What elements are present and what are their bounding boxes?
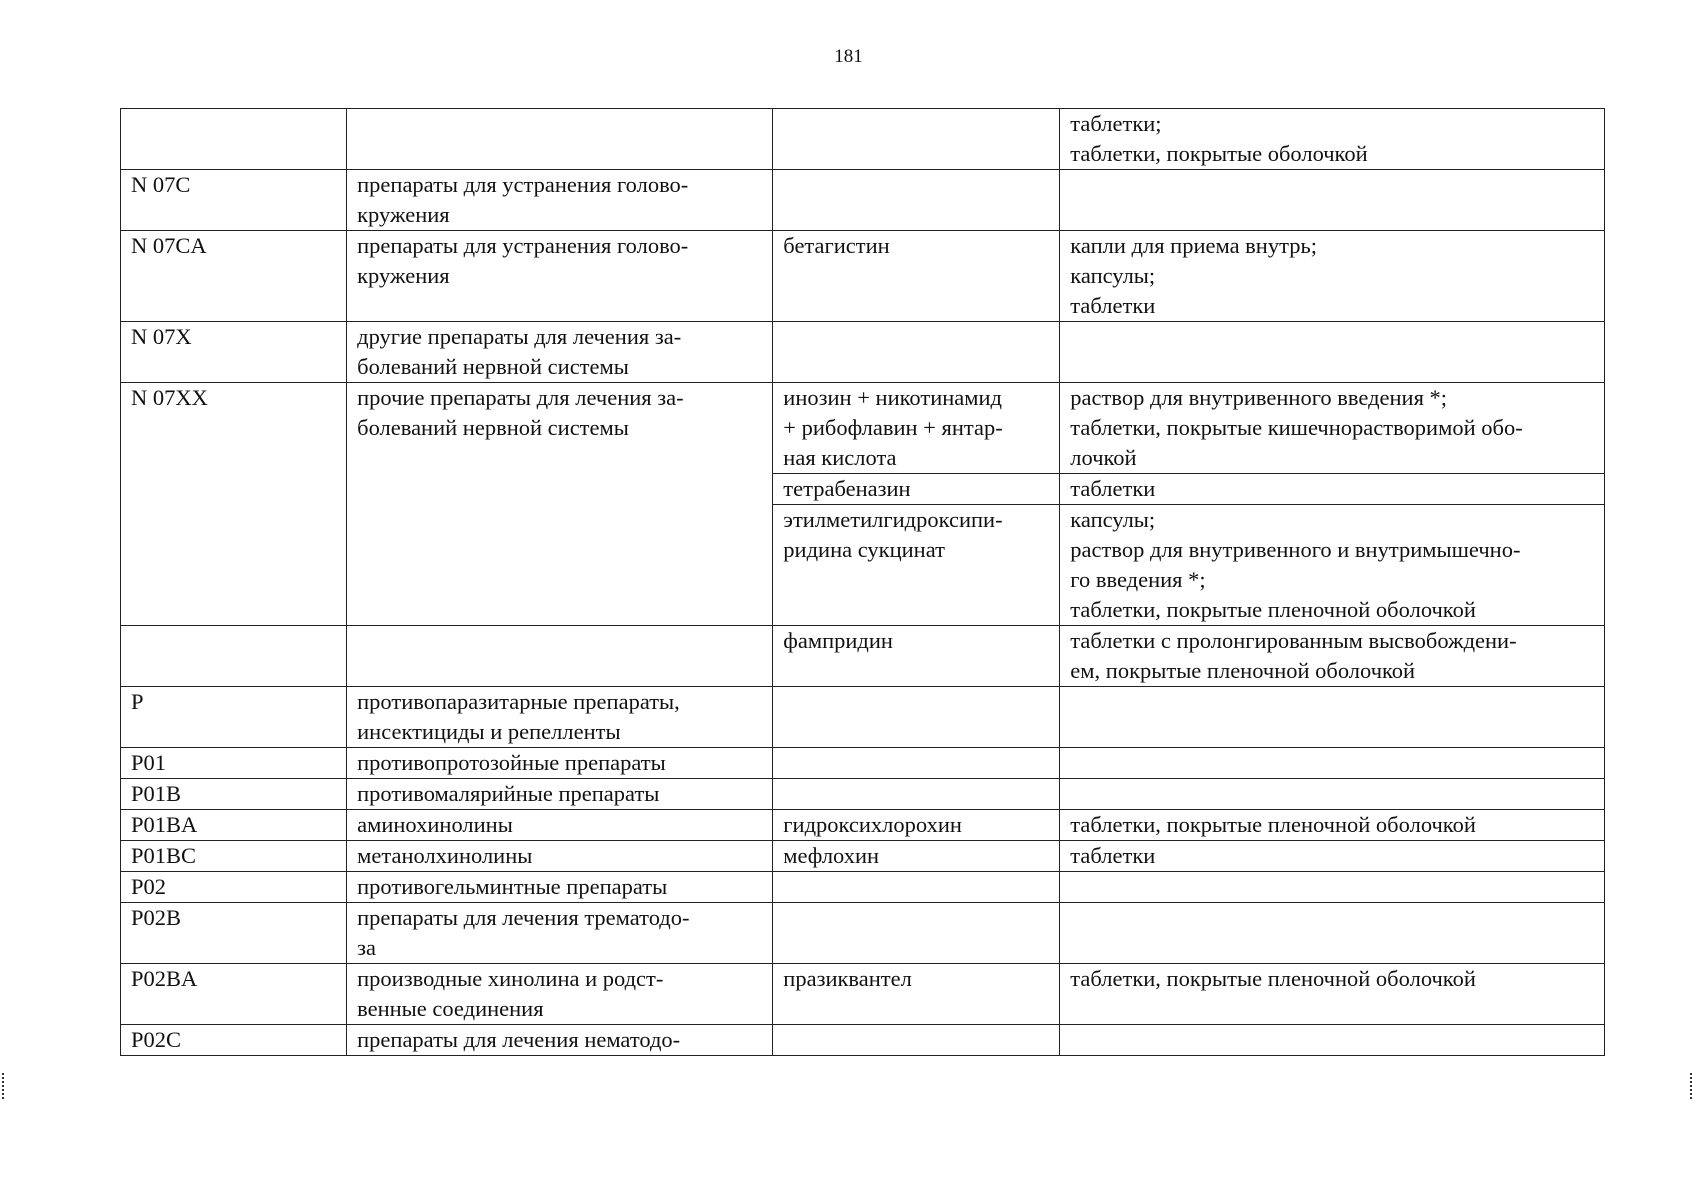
- atc-code-cell: P02B: [121, 903, 347, 964]
- dosage-form-cell-line: таблетки, покрытые кишечнорастворимой обо-: [1070, 415, 1523, 440]
- atc-group-cell: [347, 779, 773, 810]
- page-number: 181: [834, 46, 863, 67]
- atc-group-cell: [347, 626, 773, 687]
- dosage-form-cell: [1060, 841, 1605, 872]
- atc-group-cell-line: венные соединения: [357, 996, 544, 1021]
- dosage-form-cell-line: го введения *;: [1070, 567, 1206, 592]
- drug-name-cell-line: мефлохин: [783, 843, 880, 868]
- dosage-form-cell: [1060, 779, 1605, 810]
- table-row: [121, 109, 1605, 170]
- drug-name-cell: [773, 322, 1060, 383]
- atc-group-cell-line: противомалярийные препараты: [357, 781, 660, 806]
- atc-group-cell-line: болеваний нервной системы: [357, 415, 629, 440]
- table-row: [121, 687, 1605, 748]
- dosage-form-cell-line: таблетки с пролонгированным высвобождени-: [1070, 628, 1517, 653]
- dosage-form-cell-line: лочкой: [1070, 445, 1137, 470]
- table-row: [121, 964, 1605, 1025]
- dosage-form-cell-line: раствор для внутривенного и внутримышечно-: [1070, 537, 1521, 562]
- table-body: [121, 109, 1605, 1056]
- atc-code-cell: P02: [121, 872, 347, 903]
- atc-group-cell-line: прочие препараты для лечения за-: [357, 385, 684, 410]
- atc-group-cell: [347, 1025, 773, 1056]
- atc-code-cell: N 07C: [121, 170, 347, 231]
- drug-name-cell: [773, 872, 1060, 903]
- atc-group-cell-line: противопротозойные препараты: [357, 750, 666, 775]
- atc-code-cell: [121, 626, 347, 687]
- drug-name-cell: [773, 626, 1060, 687]
- table-row: [121, 748, 1605, 779]
- drug-name-cell-line: инозин + никотинамид: [783, 385, 1002, 410]
- atc-group-cell-line: за: [357, 935, 376, 960]
- atc-group-cell-line: препараты для устранения голово-: [357, 233, 689, 258]
- atc-group-cell-line: препараты для лечения нематодо-: [357, 1027, 681, 1052]
- atc-group-cell: [347, 322, 773, 383]
- atc-code-cell: P01BC: [121, 841, 347, 872]
- table-row: [121, 841, 1605, 872]
- atc-group-cell-line: другие препараты для лечения за-: [357, 324, 682, 349]
- atc-group-cell: [347, 872, 773, 903]
- drug-name-cell: [773, 109, 1060, 170]
- atc-group-cell-line: кружения: [357, 263, 450, 288]
- atc-group-cell: [347, 748, 773, 779]
- drug-name-cell: [773, 748, 1060, 779]
- atc-group-cell-line: кружения: [357, 202, 450, 227]
- atc-group-cell: [347, 841, 773, 872]
- dosage-form-cell: [1060, 964, 1605, 1025]
- dosage-form-cell-line: ем, покрытые пленочной оболочкой: [1070, 658, 1416, 683]
- atc-code-cell: N 07XX: [121, 383, 347, 626]
- dosage-form-cell-line: таблетки, покрытые пленочной оболочкой: [1070, 812, 1476, 837]
- drug-name-cell-line: ридина сукцинат: [783, 537, 945, 562]
- left-edge-mark: [2, 1073, 6, 1099]
- dosage-form-cell: [1060, 903, 1605, 964]
- atc-group-cell-line: болеваний нервной системы: [357, 354, 629, 379]
- atc-group-cell-line: препараты для устранения голово-: [357, 172, 689, 197]
- atc-group-cell-line: противопаразитарные препараты,: [357, 689, 680, 714]
- table-row: [121, 626, 1605, 687]
- atc-group-cell-line: инсектициды и репелленты: [357, 719, 621, 744]
- table-row: [121, 231, 1605, 322]
- drug-name-cell: [773, 1025, 1060, 1056]
- atc-code-cell: N 07CA: [121, 231, 347, 322]
- dosage-form-cell: [1060, 322, 1605, 383]
- table-row: [121, 383, 1605, 474]
- atc-group-cell-line: аминохинолины: [357, 812, 513, 837]
- drug-name-cell: [773, 964, 1060, 1025]
- drug-name-cell: [773, 231, 1060, 322]
- dosage-form-cell: [1060, 687, 1605, 748]
- dosage-form-cell: [1060, 474, 1605, 505]
- atc-code-cell: [121, 109, 347, 170]
- drug-name-cell-line: фампридин: [783, 628, 893, 653]
- dosage-form-cell: [1060, 231, 1605, 322]
- drug-name-cell-line: тетрабеназин: [783, 476, 911, 501]
- dosage-form-cell: [1060, 505, 1605, 626]
- table-row: [121, 170, 1605, 231]
- dosage-form-cell-line: капсулы;: [1070, 263, 1156, 288]
- atc-group-cell-line: противогельминтные препараты: [357, 874, 668, 899]
- dosage-form-cell-line: капли для приема внутрь;: [1070, 233, 1317, 258]
- table-row: [121, 872, 1605, 903]
- atc-group-cell: [347, 170, 773, 231]
- medication-table: [120, 108, 1605, 1056]
- dosage-form-cell-line: раствор для внутривенного введения *;: [1070, 385, 1448, 410]
- drug-name-cell: [773, 474, 1060, 505]
- atc-code-cell: P01: [121, 748, 347, 779]
- dosage-form-cell-line: таблетки, покрытые оболочкой: [1070, 141, 1368, 166]
- dosage-form-cell-line: таблетки, покрытые пленочной оболочкой: [1070, 966, 1476, 991]
- drug-name-cell-line: + рибофлавин + янтар-: [783, 415, 1003, 440]
- drug-name-cell: [773, 383, 1060, 474]
- dosage-form-cell-line: таблетки: [1070, 293, 1156, 318]
- dosage-form-cell-line: капсулы;: [1070, 507, 1156, 532]
- atc-group-cell-line: метанолхинолины: [357, 843, 533, 868]
- table-row: [121, 779, 1605, 810]
- dosage-form-cell-line: таблетки: [1070, 476, 1156, 501]
- table-row: [121, 322, 1605, 383]
- dosage-form-cell: [1060, 383, 1605, 474]
- drug-name-cell-line: празиквантел: [783, 966, 912, 991]
- dosage-form-cell-line: таблетки, покрытые пленочной оболочкой: [1070, 597, 1476, 622]
- dosage-form-cell-line: таблетки: [1070, 843, 1156, 868]
- dosage-form-cell: [1060, 810, 1605, 841]
- drug-name-cell: [773, 903, 1060, 964]
- dosage-form-cell: [1060, 872, 1605, 903]
- atc-group-cell-line: препараты для лечения трематодо-: [357, 905, 690, 930]
- atc-code-cell: P01B: [121, 779, 347, 810]
- atc-group-cell-line: производные хинолина и родст-: [357, 966, 664, 991]
- drug-name-cell: [773, 841, 1060, 872]
- right-edge-mark: [1690, 1073, 1694, 1099]
- dosage-form-cell: [1060, 748, 1605, 779]
- atc-group-cell: [347, 687, 773, 748]
- dosage-form-cell: [1060, 109, 1605, 170]
- table-row: [121, 903, 1605, 964]
- dosage-form-cell-line: таблетки;: [1070, 111, 1162, 136]
- drug-name-cell-line: этилметилгидроксипи-: [783, 507, 1003, 532]
- atc-group-cell: [347, 810, 773, 841]
- drug-name-cell-line: ная кислота: [783, 445, 897, 470]
- atc-code-cell: P02C: [121, 1025, 347, 1056]
- atc-code-cell: P02BA: [121, 964, 347, 1025]
- atc-code-cell: N 07X: [121, 322, 347, 383]
- dosage-form-cell: [1060, 1025, 1605, 1056]
- drug-name-cell: [773, 687, 1060, 748]
- drug-name-cell: [773, 170, 1060, 231]
- atc-group-cell: [347, 383, 773, 626]
- drug-name-cell: [773, 505, 1060, 626]
- table-row: [121, 810, 1605, 841]
- atc-group-cell: [347, 964, 773, 1025]
- drug-name-cell: [773, 810, 1060, 841]
- dosage-form-cell: [1060, 170, 1605, 231]
- table-row: [121, 1025, 1605, 1056]
- drug-name-cell-line: гидроксихлорохин: [783, 812, 962, 837]
- atc-code-cell: P: [121, 687, 347, 748]
- dosage-form-cell: [1060, 626, 1605, 687]
- atc-group-cell: [347, 903, 773, 964]
- atc-group-cell: [347, 231, 773, 322]
- atc-code-cell: P01BA: [121, 810, 347, 841]
- drug-name-cell: [773, 779, 1060, 810]
- drug-name-cell-line: бетагистин: [783, 233, 890, 258]
- atc-group-cell: [347, 109, 773, 170]
